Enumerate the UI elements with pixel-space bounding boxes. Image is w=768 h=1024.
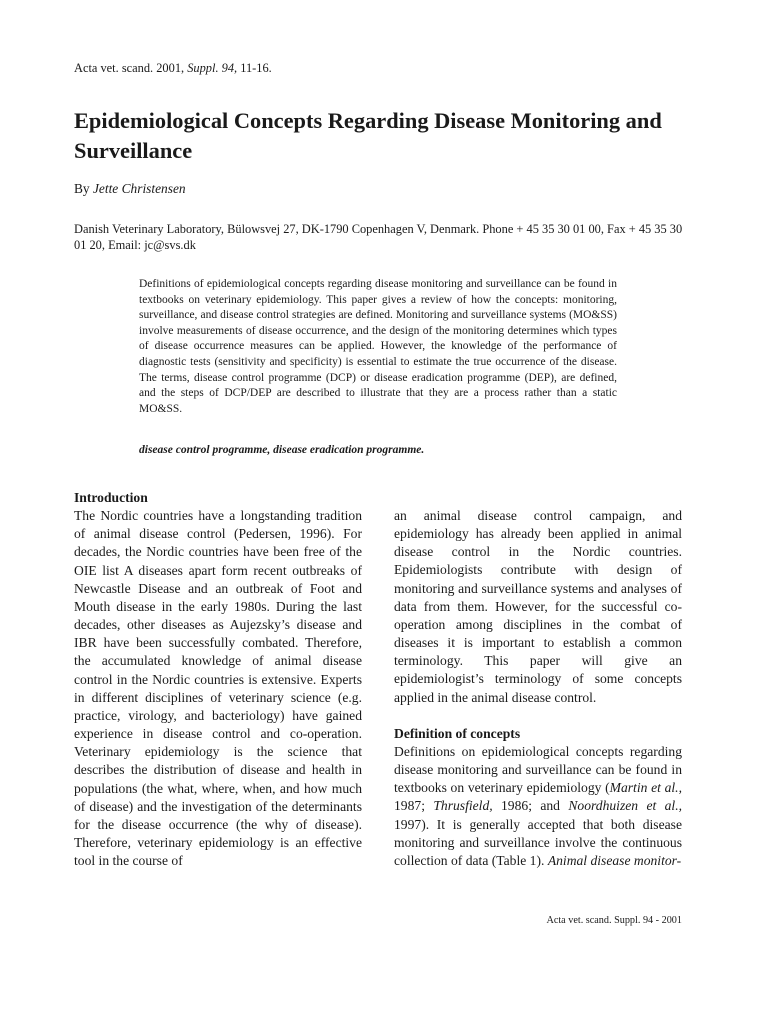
citation-thrusfield: Thrusfield, bbox=[433, 798, 493, 814]
intro-paragraph: The Nordic countries have a longstanding tradition of animal disease control (Pedersen, 1996). For decades, the Nordic countries have been free of the OIE list A diseases apart form recent outbreaks of Newcastle Disease and an outbreak of Foot and Mouth disease in the early 1980s. During the last decades, other diseases as Aujezsky’s disease and IBR have been successfully combated. Therefore, the accumulated knowledge of animal disease control in the Nordic countries is extensive. Experts in different disciplines of veterinary science (e.g. practice, virology, and bacteriology) have gained experience in disease control and co-operation. Veterinary epidemiology is the science that describes the distribution of disease and health in populations (the what, where, when, and how much of disease) and the investigation of the determinants for the disease occurrence (the why of disease). Therefore, veterinary epidemiology is an effective tool in the course of bbox=[74, 508, 362, 869]
citation-noordhuizen: Noordhuizen et al., bbox=[568, 798, 682, 814]
definition-text: 1987; bbox=[394, 798, 434, 814]
body-column-right bbox=[394, 507, 682, 870]
article-title: Epidemiological Concepts Regarding Disease Monitoring and Surveillance bbox=[74, 108, 662, 163]
section-heading-introduction: Introduction bbox=[74, 490, 148, 505]
body-column-left bbox=[74, 489, 362, 870]
journal-citation bbox=[74, 60, 272, 76]
journal-name: Acta vet. scand. 2001, bbox=[74, 61, 188, 75]
citation-martin: Martin et al., bbox=[609, 780, 682, 796]
intro-paragraph-continued: an animal disease control campaign, and epidemiology has already been applied in animal disease control in the Nordic countries. Epidemiologists contribute with design of monitoring and surveillance systems and analyses of data from them. However, for the successful co-operation among disciplines in the combat of diseases it is important to establish a common terminology. This paper will give an epidemiologist’s terminology of some concepts applied in the animal disease control. bbox=[394, 508, 682, 705]
definition-paragraph bbox=[394, 743, 682, 870]
definition-text: 1997). It is generally accepted that both disease monitoring and surveillance involve the continuous collection of data (Table 1). bbox=[394, 816, 682, 868]
byline bbox=[74, 180, 186, 198]
abstract bbox=[139, 277, 617, 417]
author-name: Jette Christensen bbox=[92, 181, 186, 196]
by-label: By bbox=[74, 181, 93, 196]
paragraph-gap bbox=[394, 707, 682, 725]
journal-supplement: Suppl. 94, bbox=[187, 61, 238, 75]
section-heading-definition: Definition of concepts bbox=[394, 725, 521, 741]
definition-text: 1986; and bbox=[492, 798, 569, 814]
keywords: disease control programme, disease eradication programme. bbox=[139, 444, 425, 456]
author-affiliation: Danish Veterinary Laboratory, Bülowsvej 27, DK-1790 Copenhagen V, Denmark. Phone + 45 35 30 01 00, Fax + 45 35 30 01 20, Email: jc@svs.dk bbox=[74, 222, 683, 252]
page-footer: Acta vet. scand. Suppl. 94 - 2001 bbox=[546, 915, 682, 926]
abstract-text: Definitions of epidemiological concepts regarding disease monitoring and surveillance can be found in textbooks on veterinary epidemiology. This paper gives a review of how the concepts: monitoring, surveillance, and disease control strategies are defined. Monitoring and surveillance systems (MO&SS) involve measurements of disease occurrence, and the design of the monitoring determines which types of disease occurrence measures can be applied. However, the knowledge of the performance of diagnostic tests (sensitivity and specificity) is essential to estimate the true occurrence of the disease. The terms, disease control programme (DCP) or disease eradication programme (DEP), are defined, and the steps of DCP/DEP are described to illustrate that they are a process rather than a static MO&SS. bbox=[139, 278, 617, 415]
definition-text-italic: Animal disease monitor- bbox=[547, 852, 682, 868]
journal-pages: 11-16. bbox=[237, 61, 272, 75]
definition-text: Definitions on epidemiological concepts regarding disease monitoring and surveillance can be found in textbooks on veterinary epidemiology ( bbox=[394, 743, 682, 796]
